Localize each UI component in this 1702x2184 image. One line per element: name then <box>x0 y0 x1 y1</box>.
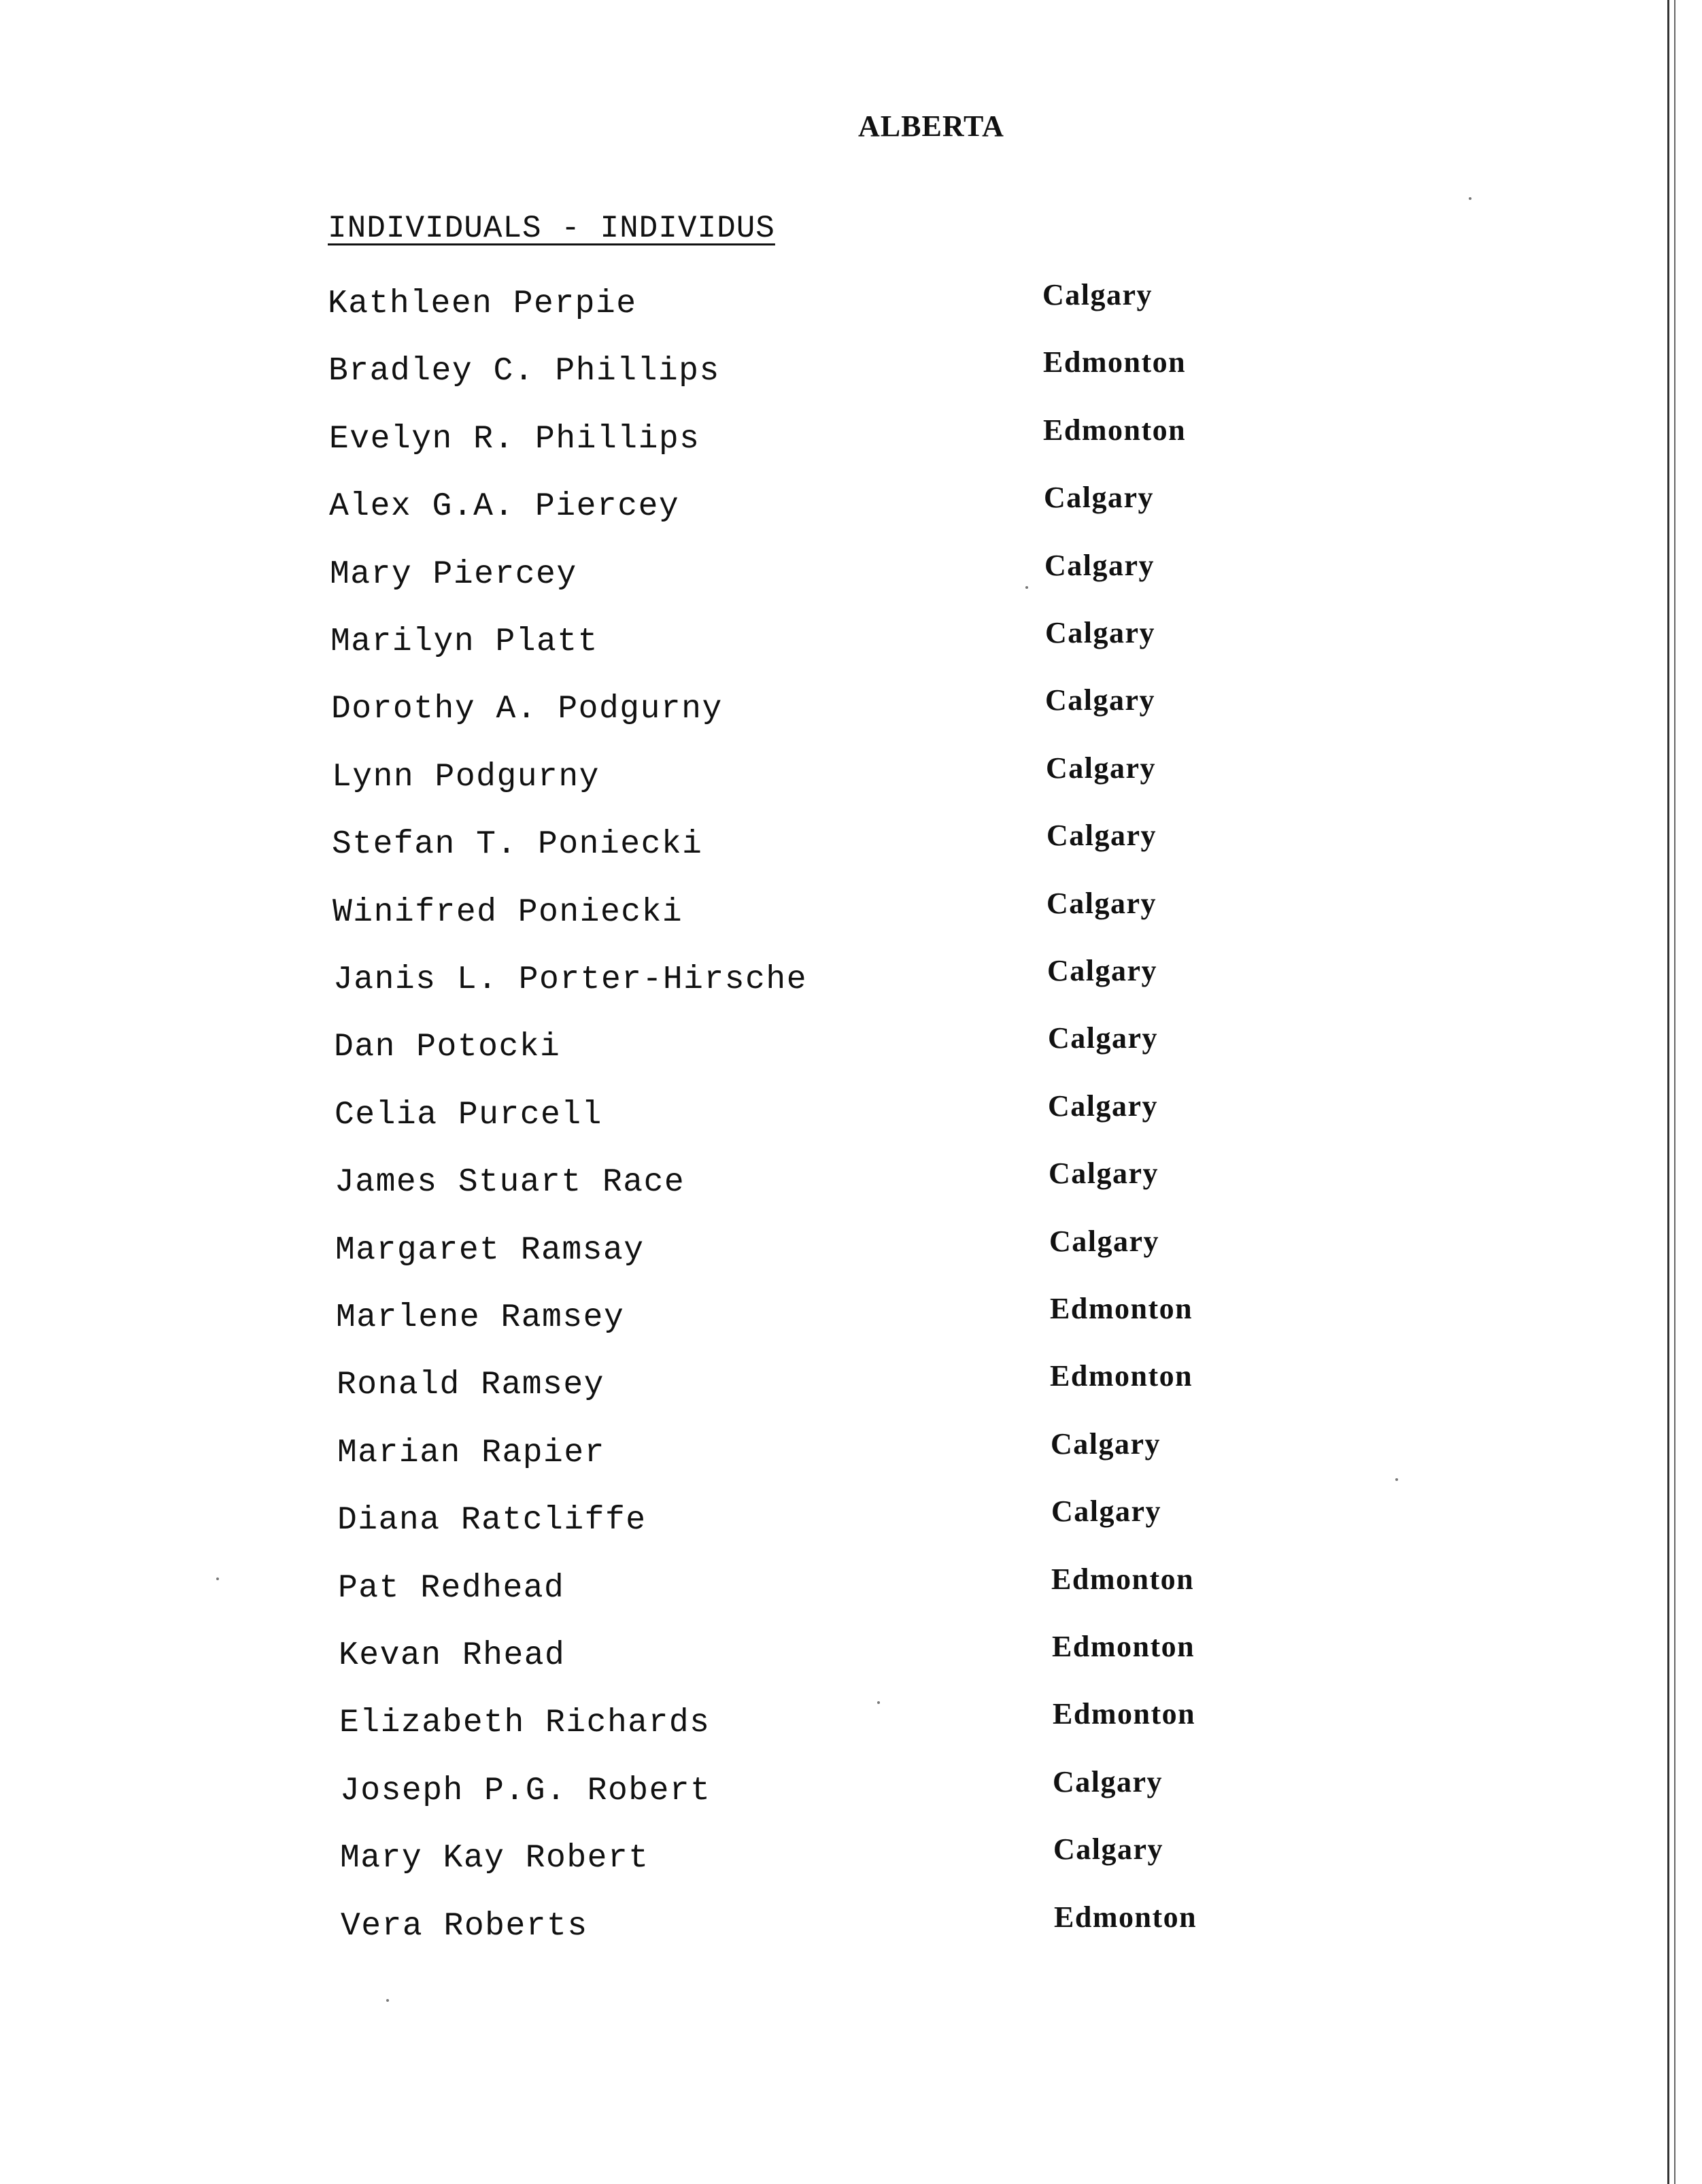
entry-name: Evelyn R. Phillips <box>329 421 700 458</box>
entry-name: Celia Purcell <box>335 1097 602 1133</box>
entry-city: Calgary <box>1045 616 1156 649</box>
entry-city: Calgary <box>1044 481 1155 514</box>
entry-city: Calgary <box>1053 1832 1164 1866</box>
page-edge-line <box>1667 0 1669 2184</box>
entry-city: Calgary <box>1044 549 1155 582</box>
entry-name: Margaret Ramsay <box>335 1232 645 1269</box>
scan-speck <box>877 1701 880 1704</box>
entry-name: Mary Piercey <box>330 556 577 593</box>
entry-name: James Stuart Race <box>335 1164 685 1201</box>
entry-city: Calgary <box>1046 819 1157 852</box>
entry-name: Diana Ratcliffe <box>337 1502 647 1539</box>
list-item <box>0 1563 1702 1607</box>
list-item <box>0 1089 1702 1133</box>
list-item <box>0 1630 1702 1674</box>
entry-city: Calgary <box>1046 887 1157 920</box>
list-item <box>0 616 1702 660</box>
list-item <box>0 1021 1702 1065</box>
entry-city: Edmonton <box>1050 1359 1193 1393</box>
entry-name: Stefan T. Poniecki <box>332 826 703 863</box>
entry-name: Vera Roberts <box>341 1908 588 1945</box>
entry-city: Calgary <box>1048 1021 1159 1055</box>
list-item <box>0 683 1702 728</box>
entry-name: Joseph P.G. Robert <box>340 1773 711 1809</box>
entry-city: Calgary <box>1047 954 1158 987</box>
entry-name: Mary Kay Robert <box>340 1840 649 1877</box>
entry-name: Janis L. Porter-Hirsche <box>333 961 808 998</box>
entry-name: Marian Rapier <box>337 1435 605 1471</box>
scan-speck <box>1395 1478 1398 1481</box>
entry-city: Calgary <box>1042 278 1153 311</box>
list-item <box>0 278 1702 322</box>
entry-city: Edmonton <box>1043 413 1187 447</box>
list-item <box>0 1697 1702 1741</box>
section-heading: INDIVIDUALS - INDIVIDUS <box>328 211 775 246</box>
entry-name: Bradley C. Phillips <box>328 353 720 390</box>
scan-speck <box>386 1999 389 2002</box>
entry-city: Calgary <box>1051 1427 1161 1461</box>
list-item <box>0 751 1702 796</box>
entry-name: Dorothy A. Podgurny <box>331 691 723 728</box>
entry-name: Kathleen Perpie <box>328 286 637 322</box>
entry-name: Alex G.A. Piercey <box>329 488 680 525</box>
page-title: ALBERTA <box>858 109 1004 143</box>
list-item <box>0 549 1702 593</box>
list-item <box>0 954 1702 998</box>
entry-name: Pat Redhead <box>338 1570 565 1607</box>
entry-city: Calgary <box>1046 751 1157 785</box>
list-item <box>0 1900 1702 1945</box>
entry-name: Lynn Podgurny <box>332 759 600 796</box>
entry-name: Marlene Ramsey <box>336 1299 625 1336</box>
entry-name: Dan Potocki <box>334 1029 561 1065</box>
scan-speck <box>1025 586 1028 589</box>
entry-city: Edmonton <box>1051 1563 1195 1596</box>
entry-city: Calgary <box>1049 1157 1159 1190</box>
entry-city: Edmonton <box>1050 1292 1193 1325</box>
entry-city: Edmonton <box>1054 1900 1197 1934</box>
entry-name: Kevan Rhead <box>339 1637 566 1674</box>
entry-city: Edmonton <box>1053 1697 1196 1730</box>
list-item <box>0 819 1702 863</box>
list-item <box>0 1225 1702 1269</box>
list-item <box>0 1157 1702 1201</box>
list-item <box>0 1359 1702 1403</box>
entry-name: Ronald Ramsey <box>337 1367 605 1403</box>
list-item <box>0 481 1702 525</box>
entry-city: Edmonton <box>1052 1630 1195 1663</box>
list-item <box>0 887 1702 931</box>
page-edge-line <box>1674 0 1675 2184</box>
entry-city: Calgary <box>1049 1225 1160 1258</box>
entry-name: Winifred Poniecki <box>333 894 683 931</box>
entry-city: Calgary <box>1045 683 1156 717</box>
entry-name: Marilyn Platt <box>330 624 598 660</box>
entry-city: Calgary <box>1048 1089 1159 1123</box>
entry-city: Calgary <box>1053 1765 1163 1798</box>
list-item <box>0 1765 1702 1809</box>
list-item <box>0 1292 1702 1336</box>
entry-city: Calgary <box>1051 1495 1162 1528</box>
scan-speck <box>1469 197 1471 200</box>
list-item <box>0 1427 1702 1471</box>
list-item <box>0 1832 1702 1877</box>
list-item <box>0 345 1702 390</box>
entry-name: Elizabeth Richards <box>339 1705 711 1741</box>
list-item <box>0 413 1702 458</box>
scan-speck <box>216 1577 219 1580</box>
entry-city: Edmonton <box>1043 345 1187 379</box>
list-item <box>0 1495 1702 1539</box>
